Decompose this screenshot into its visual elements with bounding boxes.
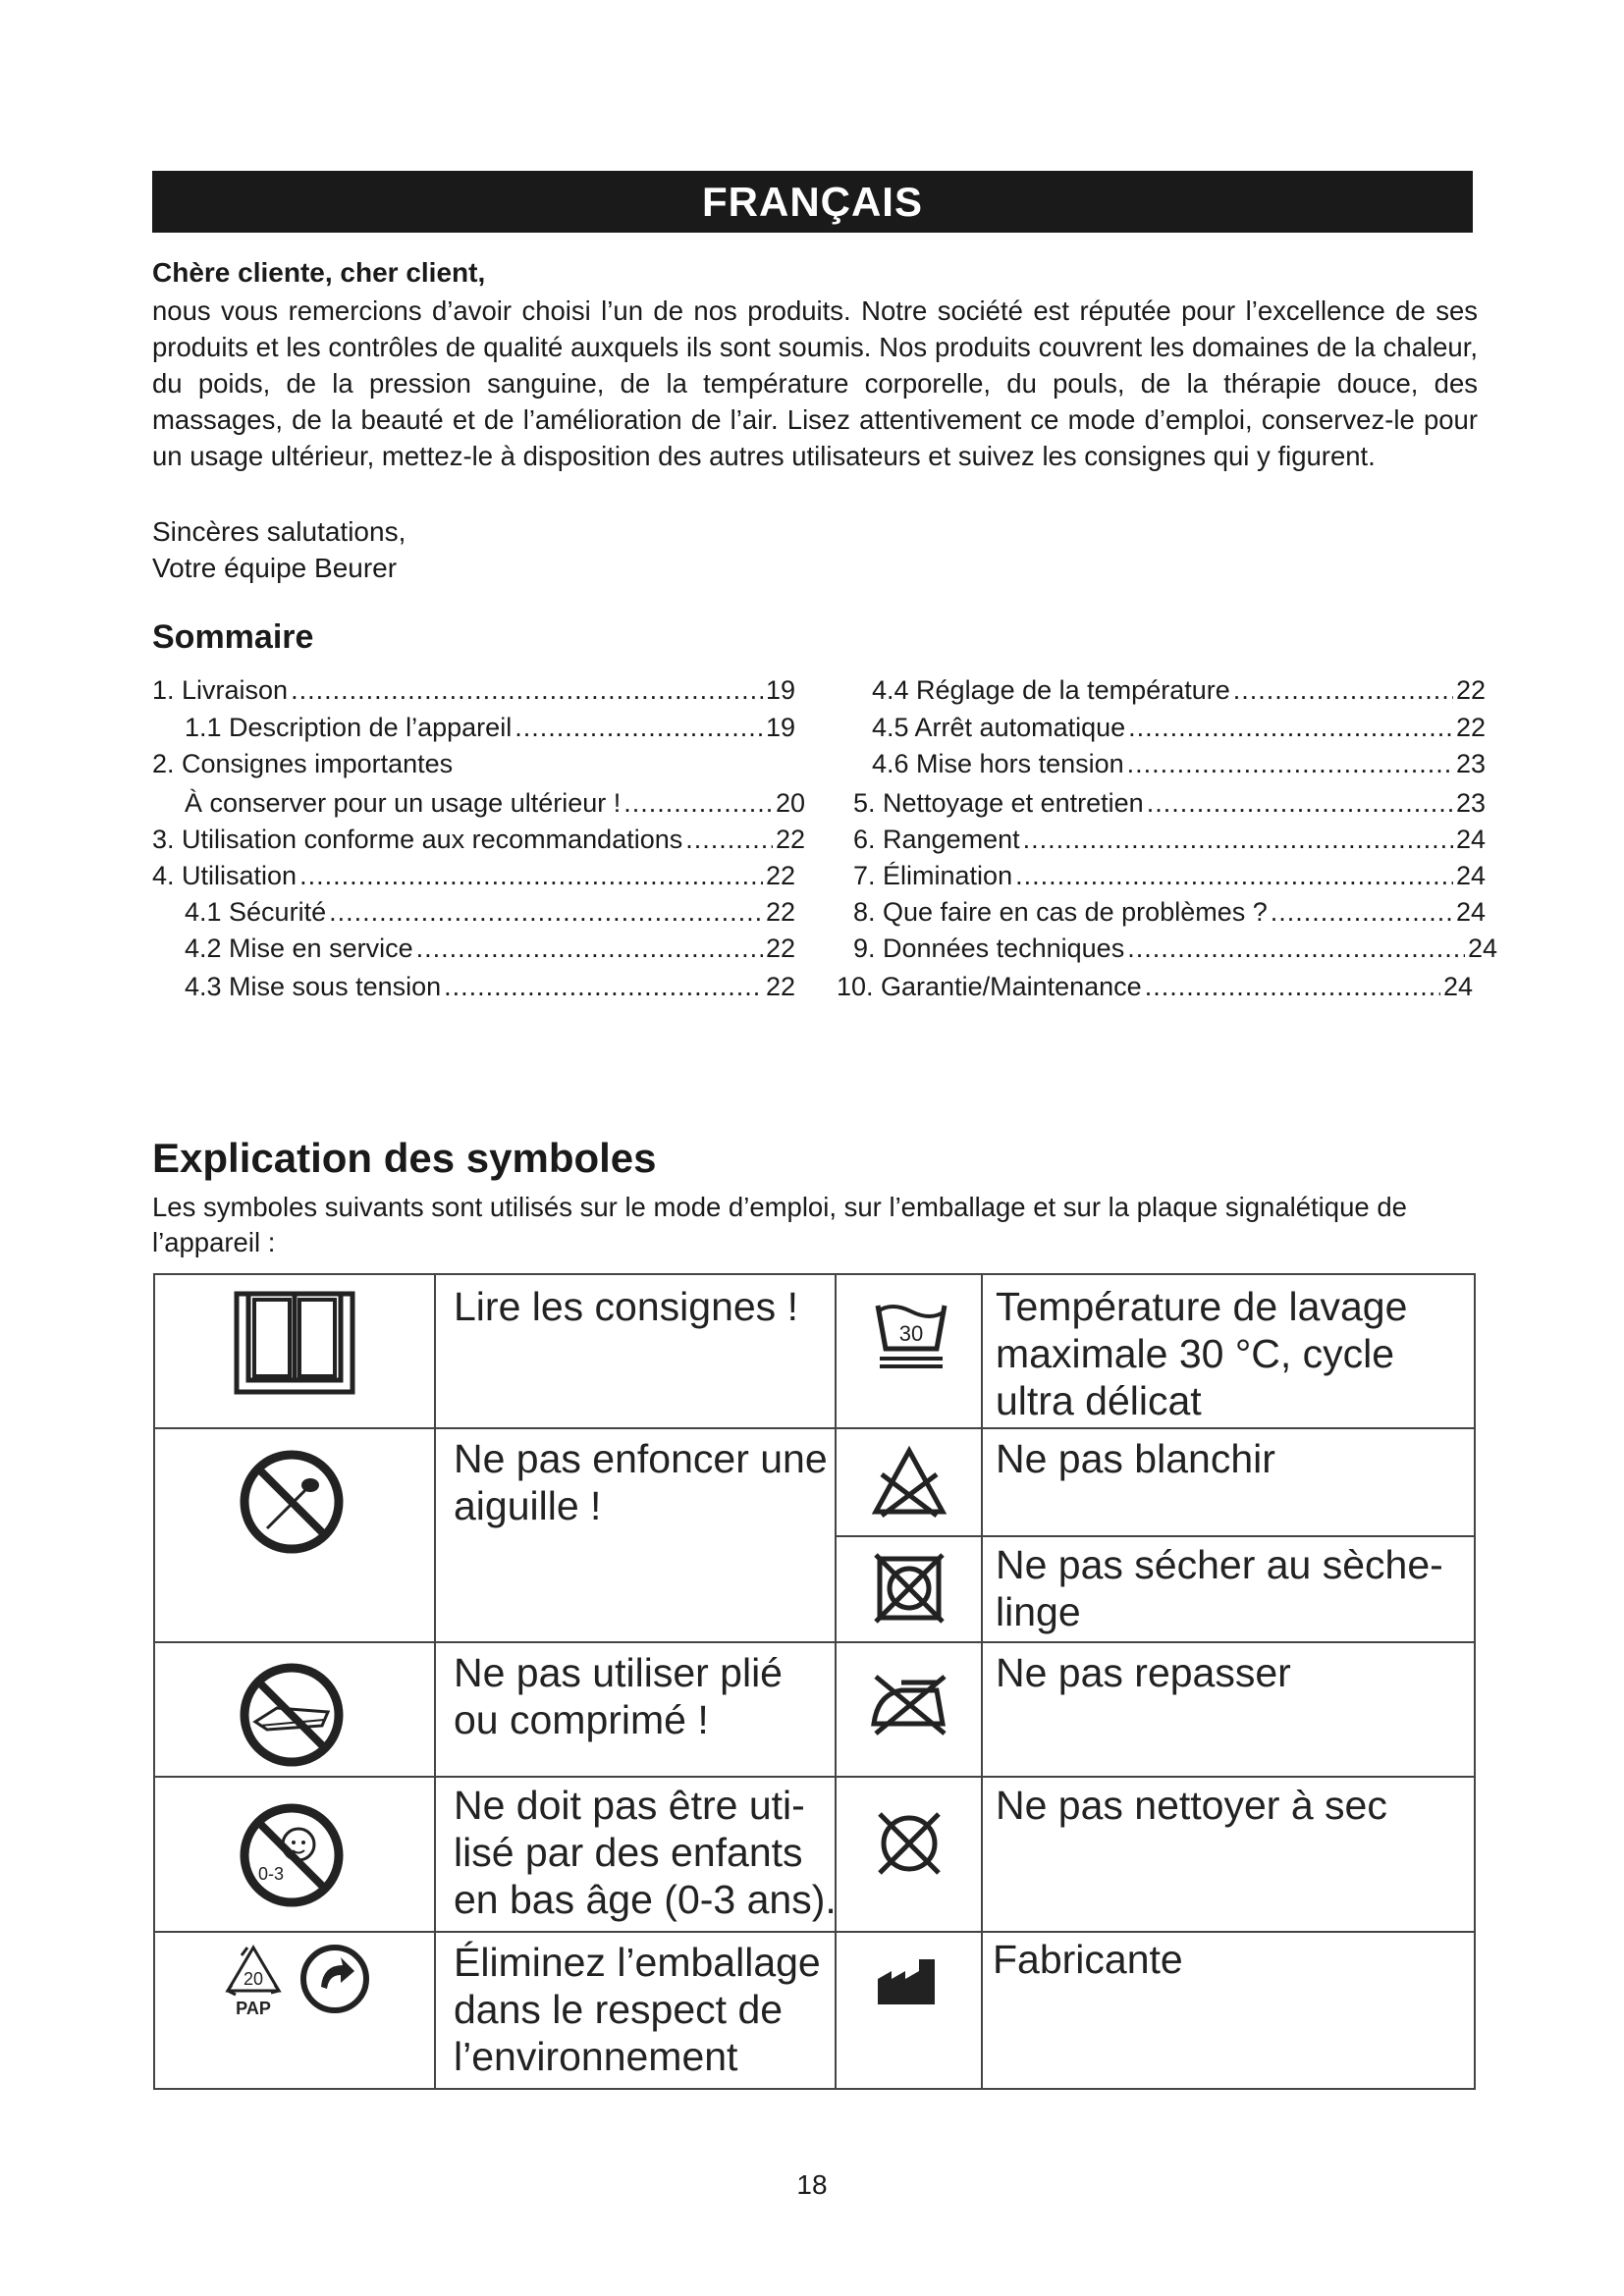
toc-entry[interactable]: 4.3 Mise sous tension ..... 22	[185, 972, 795, 1002]
toc-entry[interactable]: 4.1 Sécurité ..... 22	[185, 897, 795, 928]
wash-30-icon	[872, 1298, 950, 1376]
intro-paragraph: nous vous remercions d’avoir choisi l’un de nos produits. Notre société est réputée pour l’excellence de ses produits et les contrôles de qualité auxquels ils sont soumis. Nos produits couvrent les domaines de la chaleur, du poids, de la pression sanguine, de la température corporelle, du pouls, de la thérapie douce, des massages, de la beauté et de l’amélioration de l’air. Lisez attentivement ce mode d’emploi, conservez-le pour un usage ultérieur, mettez-le à disposition des autres utilisateurs et suivez les consignes qui y figurent.	[152, 295, 1478, 471]
toc-title: Sommaire	[152, 618, 314, 656]
toc-entry[interactable]: 6. Rangement ..... 24	[853, 825, 1486, 855]
no-needle-icon	[238, 1448, 346, 1556]
recycling-icon	[214, 1940, 293, 2020]
toc-entry[interactable]: 4.2 Mise en service ..... 22	[185, 934, 795, 964]
read-instructions-text: Lire les consignes !	[454, 1284, 798, 1329]
no-tumble-dry-line2: linge	[996, 1589, 1081, 1634]
toc-entry[interactable]: 5. Nettoyage et entretien ..... 23	[853, 788, 1486, 819]
no-needle-line2: aiguille !	[454, 1483, 602, 1528]
no-fold-line1: Ne pas utiliser plié	[454, 1650, 783, 1695]
manufacturer-icon	[874, 1953, 943, 2008]
toc-entry[interactable]: 3. Utilisation conforme aux recommandations ..... 22	[152, 825, 805, 855]
wash-temp-number: 30	[898, 1321, 924, 1346]
no-children-icon	[238, 1801, 346, 1909]
wash-temp-line3: ultra délicat	[996, 1378, 1202, 1423]
language-banner: FRANÇAIS	[152, 171, 1473, 233]
dispose-line1: Éliminez l’emballage	[454, 1940, 821, 1985]
toc-entry[interactable]: 7. Élimination ..... 24	[853, 861, 1486, 891]
no-tumble-dry-icon	[872, 1551, 947, 1626]
wash-temp-line2: maximale 30 °C, cycle	[996, 1331, 1395, 1376]
toc-entry[interactable]: 4.4 Réglage de la température ..... 22	[872, 675, 1486, 706]
closing-salutation: Sincères salutations,	[152, 516, 406, 547]
closing-signature: Votre équipe Beurer	[152, 553, 398, 583]
recycling-number: 20	[243, 1969, 264, 1989]
toc-entry[interactable]: 9. Données techniques ..... 24	[853, 934, 1497, 964]
dispose-line3: l’environnement	[454, 2034, 738, 2079]
toc-entry[interactable]: 1. Livraison ..... 19	[152, 675, 795, 706]
no-bleach-text: Ne pas blanchir	[996, 1436, 1275, 1481]
dispose-line2: dans le respect de	[454, 1987, 784, 2032]
manufacturer-text: Fabricante	[993, 1937, 1183, 1982]
no-children-line2: lisé par des enfants	[454, 1830, 803, 1875]
toc-entry[interactable]: 10. Garantie/Maintenance ..... 24	[837, 972, 1473, 1002]
no-dry-clean-text: Ne pas nettoyer à sec	[996, 1783, 1387, 1828]
toc-entry[interactable]: 4. Utilisation ..... 22	[152, 861, 795, 891]
no-iron-icon	[868, 1669, 950, 1737]
symbols-description: Les symboles suivants sont utilisés sur le mode d’emploi, sur l’emballage et sur la plaque signalétique de l’appareil :	[152, 1192, 1407, 1257]
toc-entry[interactable]: 2. Consignes importantes	[152, 749, 454, 778]
green-dot-icon	[299, 1944, 370, 2014]
no-children-line1: Ne doit pas être uti-	[454, 1783, 805, 1828]
recycling-code: PAP	[236, 1999, 271, 2018]
no-tumble-dry-line1: Ne pas sécher au sèche-	[996, 1542, 1443, 1587]
toc-entry[interactable]: 8. Que faire en cas de problèmes ? ..... 24	[853, 897, 1486, 928]
no-children-line3: en bas âge (0-3 ans).	[454, 1877, 837, 1922]
page-number: 18	[796, 2169, 828, 2200]
book-icon	[231, 1286, 358, 1399]
toc-entry[interactable]: 4.6 Mise hors tension ..... 23	[872, 749, 1486, 779]
no-bleach-icon	[870, 1445, 948, 1520]
no-dry-clean-icon	[872, 1806, 947, 1881]
toc-entry[interactable]: À conserver pour un usage ultérieur ! ..... 20	[185, 788, 805, 819]
no-fold-icon	[238, 1661, 346, 1769]
toc-entry[interactable]: 4.5 Arrêt automatique ..... 22	[872, 713, 1486, 743]
age-range-label: 0-3	[257, 1864, 285, 1884]
no-fold-line2: ou comprimé !	[454, 1697, 709, 1742]
greeting: Chère cliente, cher client,	[152, 257, 486, 288]
symbols-title: Explication des symboles	[152, 1135, 657, 1181]
toc-entry[interactable]: 1.1 Description de l’appareil ..... 19	[185, 713, 795, 743]
wash-temp-line1: Température de lavage	[996, 1284, 1408, 1329]
no-iron-text: Ne pas repasser	[996, 1650, 1291, 1695]
no-needle-line1: Ne pas enfoncer une	[454, 1436, 828, 1481]
